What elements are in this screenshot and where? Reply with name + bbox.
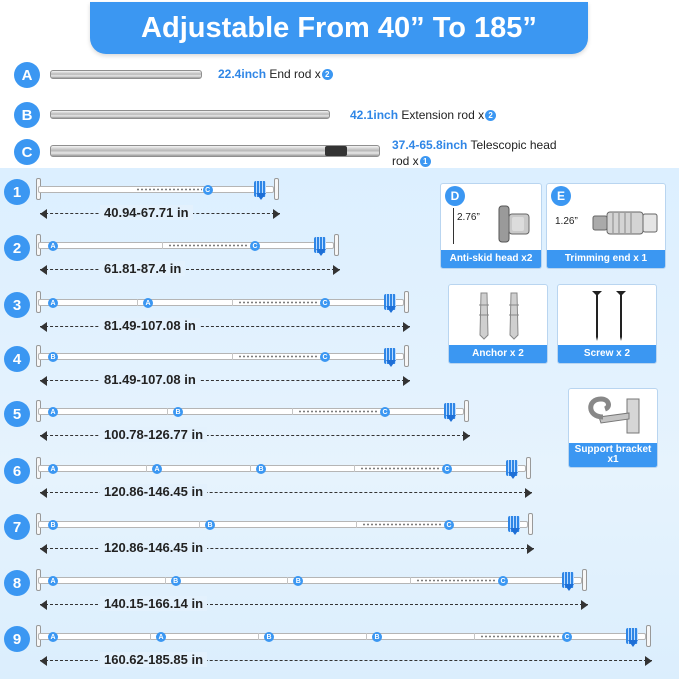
- part-size-b: 42.1inch: [350, 108, 399, 122]
- arrow-down-icon: [628, 640, 638, 647]
- rod-end-cap: [464, 400, 469, 422]
- part-marker: C: [320, 352, 330, 362]
- telescopic-holes: [480, 635, 560, 638]
- measurement-range: 120.86-146.45 in: [100, 484, 207, 499]
- telescopic-holes: [238, 301, 318, 304]
- part-marker: A: [156, 632, 166, 642]
- part-qty-b: 2: [485, 110, 496, 121]
- part-label-c: [392, 138, 557, 152]
- part-marker: A: [48, 298, 58, 308]
- configuration-number: 3: [4, 292, 30, 318]
- accessory-label-d: Anti-skid head x2: [441, 250, 541, 268]
- part-name-c: Telescopic head: [470, 138, 557, 152]
- part-label-b: [350, 108, 496, 122]
- rod-end-cap: [526, 457, 531, 479]
- rod-end-cap: [646, 625, 651, 647]
- configuration-number: 6: [4, 458, 30, 484]
- part-label-c-line2: [392, 154, 431, 168]
- part-qty-a: 2: [322, 69, 333, 80]
- measurement-range: 40.94-67.71 in: [100, 205, 193, 220]
- anti-skid-head-icon: [495, 200, 535, 248]
- arrow-left-icon: [40, 209, 47, 219]
- arrow-down-icon: [446, 415, 456, 422]
- telescopic-holes: [238, 355, 318, 358]
- segment-divider: [356, 521, 357, 528]
- accessory-support-bracket: [568, 388, 658, 468]
- rod-end-cap: [334, 234, 339, 256]
- accessory-anti-skid-head: [440, 183, 542, 269]
- arrow-right-icon: [525, 488, 532, 498]
- segment-divider: [250, 465, 251, 472]
- segment-divider: [410, 577, 411, 584]
- part-marker: B: [264, 632, 274, 642]
- arrow-left-icon: [40, 322, 47, 332]
- anchor-icon: [471, 291, 527, 341]
- arrow-left-icon: [40, 265, 47, 275]
- measurement: [40, 429, 470, 443]
- rod-body: [38, 408, 464, 415]
- measurement-range: 100.78-126.77 in: [100, 427, 207, 442]
- part-marker: B: [372, 632, 382, 642]
- part-marker: B: [293, 576, 303, 586]
- trimming-end-icon: [591, 206, 661, 240]
- part-marker: C: [444, 520, 454, 530]
- measurement: [40, 486, 532, 500]
- measurement-line: [40, 326, 410, 327]
- part-marker: C: [203, 185, 213, 195]
- arrow-left-icon: [40, 656, 47, 666]
- segment-divider: [199, 521, 200, 528]
- part-marker: B: [171, 576, 181, 586]
- screw-icon: [586, 289, 632, 343]
- segment-divider: [165, 577, 166, 584]
- part-label-a: [218, 67, 333, 81]
- arrow-down-icon: [316, 249, 326, 256]
- rod-end-cap: [274, 178, 279, 200]
- arrow-right-icon: [333, 265, 340, 275]
- segment-divider: [366, 633, 367, 640]
- measurement-range: 120.86-146.45 in: [100, 540, 207, 555]
- arrow-right-icon: [463, 431, 470, 441]
- arrow-right-icon: [403, 322, 410, 332]
- telescopic-holes: [168, 244, 248, 247]
- measurement-range: 160.62-185.85 in: [100, 652, 207, 667]
- measurement-line: [40, 380, 410, 381]
- part-letter-a: A: [14, 62, 40, 88]
- end-rod-image: [50, 70, 202, 79]
- rod-body: [38, 465, 526, 472]
- segment-divider: [150, 633, 151, 640]
- accessory-trimming-end: [546, 183, 666, 269]
- arrow-left-icon: [40, 544, 47, 554]
- part-name-a: End rod x: [269, 67, 321, 81]
- measurement: [40, 263, 340, 277]
- page-title: Adjustable From 40” To 185”: [90, 2, 588, 54]
- accessory-label-anchor: Anchor x 2: [449, 345, 547, 363]
- segment-divider: [354, 465, 355, 472]
- configuration-number: 9: [4, 626, 30, 652]
- part-marker: A: [48, 241, 58, 251]
- part-marker: C: [320, 298, 330, 308]
- part-marker: B: [256, 464, 266, 474]
- part-name-b: Extension rod x: [401, 108, 485, 122]
- arrow-down-icon: [510, 528, 520, 535]
- accessory-label-e: Trimming end x 1: [547, 250, 665, 268]
- part-qty-c: 1: [420, 156, 431, 167]
- segment-divider: [258, 633, 259, 640]
- telescopic-holes: [416, 579, 496, 582]
- configuration-number: 5: [4, 401, 30, 427]
- accessory-label-bracket: Support bracket x1: [569, 443, 657, 467]
- measurement: [40, 598, 588, 612]
- trimming-end-dimension: 1.26”: [555, 216, 578, 227]
- arrow-down-icon: [256, 193, 266, 200]
- segment-divider: [292, 408, 293, 415]
- part-letter-c: C: [14, 139, 40, 165]
- rod-body: [38, 353, 404, 360]
- segment-divider: [162, 242, 163, 249]
- arrow-down-icon: [564, 584, 574, 591]
- part-marker: C: [380, 407, 390, 417]
- extension-rod-image: [50, 110, 330, 119]
- dimension-line: [453, 208, 454, 244]
- part-marker: A: [48, 407, 58, 417]
- segment-divider: [167, 408, 168, 415]
- arrow-right-icon: [403, 376, 410, 386]
- configuration-number: 7: [4, 514, 30, 540]
- configuration-number: 4: [4, 346, 30, 372]
- segment-divider: [232, 353, 233, 360]
- part-size-a: 22.4inch: [218, 67, 267, 81]
- part-marker: A: [152, 464, 162, 474]
- telescopic-lock-icon: [325, 146, 347, 156]
- segment-divider: [287, 577, 288, 584]
- telescopic-holes: [298, 410, 378, 413]
- rod-body: [38, 299, 404, 306]
- part-letter-b: B: [14, 102, 40, 128]
- segment-divider: [232, 299, 233, 306]
- segment-divider: [474, 633, 475, 640]
- measurement-line: [40, 269, 340, 270]
- segment-divider: [146, 465, 147, 472]
- part-size-c: 37.4-65.8inch: [392, 138, 468, 152]
- part-marker: C: [250, 241, 260, 251]
- part-name2-c: rod x: [392, 154, 419, 168]
- support-bracket-icon: [579, 393, 649, 443]
- configuration-number: 1: [4, 179, 30, 205]
- arrow-right-icon: [527, 544, 534, 554]
- measurement: [40, 654, 652, 668]
- accessory-label-screw: Screw x 2: [558, 345, 656, 363]
- arrow-down-icon: [386, 360, 396, 367]
- configuration-number: 2: [4, 235, 30, 261]
- part-marker: A: [48, 464, 58, 474]
- part-marker: C: [442, 464, 452, 474]
- measurement-range: 61.81-87.4 in: [100, 261, 185, 276]
- arrow-left-icon: [40, 488, 47, 498]
- measurement: [40, 374, 410, 388]
- telescopic-holes: [362, 523, 442, 526]
- arrow-right-icon: [645, 656, 652, 666]
- measurement-range: 81.49-107.08 in: [100, 372, 200, 387]
- configuration-number: 8: [4, 570, 30, 596]
- part-marker: A: [48, 632, 58, 642]
- accessory-letter-d: D: [445, 186, 465, 206]
- rod-end-cap: [404, 345, 409, 367]
- part-marker: A: [48, 576, 58, 586]
- accessory-letter-e: E: [551, 186, 571, 206]
- segment-divider: [137, 299, 138, 306]
- part-marker: B: [173, 407, 183, 417]
- part-marker: B: [205, 520, 215, 530]
- telescopic-holes: [360, 467, 440, 470]
- part-marker: B: [48, 352, 58, 362]
- arrow-down-icon: [508, 472, 518, 479]
- telescopic-holes: [136, 188, 202, 191]
- anti-skid-head-dimension: 2.76”: [457, 212, 480, 223]
- part-marker: C: [562, 632, 572, 642]
- rod-end-cap: [404, 291, 409, 313]
- measurement: [40, 542, 534, 556]
- part-marker: B: [48, 520, 58, 530]
- arrow-left-icon: [40, 376, 47, 386]
- part-marker: A: [143, 298, 153, 308]
- rod-end-cap: [528, 513, 533, 535]
- arrow-right-icon: [581, 600, 588, 610]
- arrow-down-icon: [386, 306, 396, 313]
- arrow-left-icon: [40, 600, 47, 610]
- arrow-left-icon: [40, 431, 47, 441]
- measurement-range: 140.15-166.14 in: [100, 596, 207, 611]
- accessory-anchor: [448, 284, 548, 364]
- measurement-range: 81.49-107.08 in: [100, 318, 200, 333]
- measurement: [40, 320, 410, 334]
- part-marker: C: [498, 576, 508, 586]
- arrow-right-icon: [273, 209, 280, 219]
- measurement: [40, 207, 280, 221]
- rod-body: [38, 521, 528, 528]
- accessory-screw: [557, 284, 657, 364]
- rod-end-cap: [582, 569, 587, 591]
